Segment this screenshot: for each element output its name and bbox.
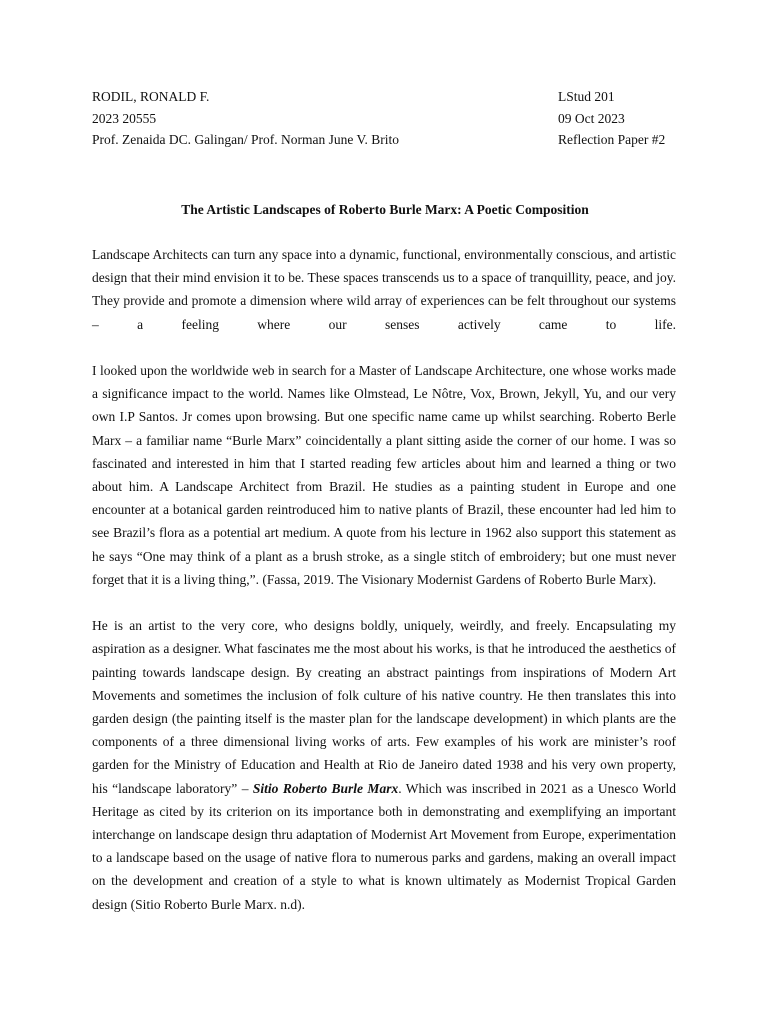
paragraph-3-text-end: . Which was inscribed in 2021 as a Unesco World Heritage as cited by its criterion on its importance both in demonstrating and exemplifying an important interchange on landscape design thru adaptation of Modernist Art Movement from Europe, experimentation to a landscape based on the usage of native flora to numerous parks and gardens, making an overall impact on the development and creation of a style to what is known ultimately as Modernist Tropical Garden design (Sitio Roberto Burle Marx. n.d).: [92, 780, 677, 912]
paper-label: Reflection Paper #2: [558, 132, 666, 147]
student-number: 2023 20555: [92, 110, 157, 126]
paragraph-1: Landscape Architects can turn any space into a dynamic, functional, environmentally conscious, and artistic design that their mind envision it to be. These spaces transcends us to a space of tranquillity, peace, and joy. They provide and promote a dimension where wild array of experiences can be felt throughout our systems – a feeling where our senses actively came to life.: [92, 247, 676, 332]
header-row-1: [92, 86, 678, 108]
paper-date: 09 Oct 2023: [558, 110, 625, 126]
paragraph-3: [92, 614, 676, 916]
document-header: [92, 86, 678, 151]
course-code: LStud 201: [558, 89, 615, 104]
paragraph-3-emphasis: Sitio Roberto Burle Marx: [252, 780, 399, 796]
paragraph-3-text-start: He is an artist to the very core, who designs boldly, uniquely, weirdly, and freely. Encapsulating my aspiration as a designer. What fascinates me the most about his works, is that he introduced the aesthetics of painting towards landscape design. By creating an abstract paintings from inspirations of Modern Art Movements and sometimes the inclusion of folk culture of his native country. He then translates this into garden design (the painting itself is the master plan for the landscape development) in which plants are the components of a three dimensional living works of arts. Few examples of his work are minister’s roof garden for the Ministry of Education and Health at Rio de Janeiro dated 1938 and his very own property, his “landscape laboratory” –: [92, 618, 676, 796]
header-row-3: [92, 129, 678, 151]
student-name: RODIL, RONALD F.: [92, 89, 210, 104]
professors: Prof. Zenaida DC. Galingan/ Prof. Norman June V. Brito: [92, 132, 399, 147]
paper-body: [92, 243, 676, 939]
paper-title: The Artistic Landscapes of Roberto Burle Marx: A Poetic Composition: [181, 202, 589, 217]
header-row-2: [92, 108, 678, 130]
paragraph-2: I looked upon the worldwide web in search for a Master of Landscape Architecture, one whose works made a significance impact to the world. Names like Olmstead, Le Nôtre, Vox, Brown, Jekyll, Yu, and our very own I.P Santos. Jr comes upon browsing. But one specific name came up whilst searching. Roberto Berle Marx – a familiar name “Burle Marx” coincidentally a plant sitting aside the corner of our home. I was so fascinated and interested in him that I started reading few articles about him and learned a thing or two about him. A Landscape Architect from Brazil. He studies as a painting student in Europe and one encounter at a botanical garden reintroduced him to native plants of Brazil, these encounter had led him to see Brazil’s flora as a potential art medium. A quote from his lecture in 1962 also support this statement as he says “One may think of a plant as a brush stroke, as a single stitch of embroidery; but one must never forget that it is a living thing,”. (Fassa, 2019. The Visionary Modernist Gardens of Roberto Burle Marx).: [92, 363, 676, 587]
